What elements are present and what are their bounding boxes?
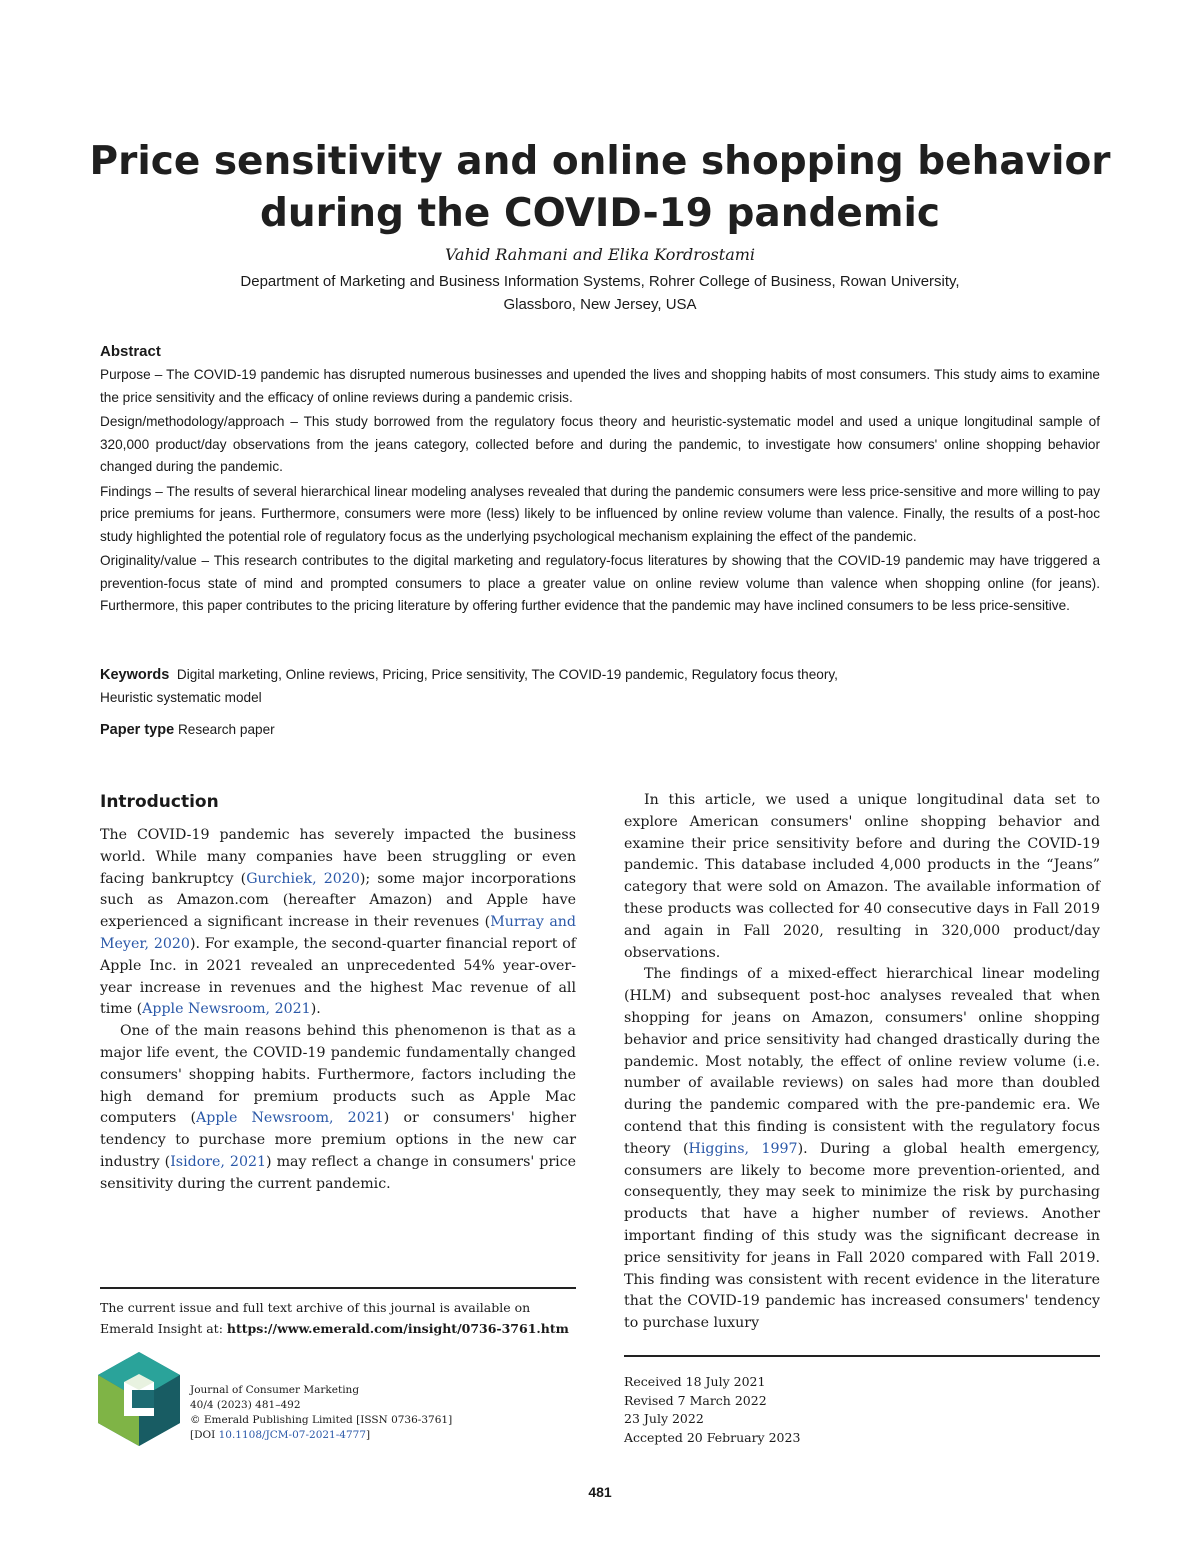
abstract-heading: Abstract <box>100 343 161 360</box>
abstract-design: Design/methodology/approach – This study borrowed from the regulatory focus theory and heuristic-systematic model and used a unique longitudinal sample of 320,000 product/day observations from the jeans category, collected before and during the pandemic, to investigate how consumers' online shopping behavior changed during the pandemic. <box>100 414 1100 474</box>
title-line-2: during the COVID-19 pandemic <box>259 191 941 236</box>
journal-volume: 40/4 (2023) 481–492 <box>190 1399 301 1411</box>
citation-link[interactable]: Higgins, 1997 <box>688 1140 798 1157</box>
paper-type-value: Research paper <box>177 722 275 737</box>
text-run: The findings of a mixed-effect hierarchical linear modeling (HLM) and subsequent post-hoc analyses revealed that when shopping for jeans on Amazon, consumers' online shopping behavior and price sensitivity had changed drastically during the pandemic. Most notably, the effect of online review volume (i.e. number of available reviews) on sales had more than doubled during the pandemic compared with the pre-pandemic era. We contend that this finding is consistent with the regulatory focus theory ( <box>624 966 1100 1157</box>
affiliation-line-2: Glassboro, New Jersey, USA <box>503 296 697 313</box>
abstract-findings: Findings – The results of several hierarchical linear modeling analyses revealed that during the pandemic consumers were less price-sensitive and more willing to pay price premiums for jeans. Furthermore, consumers were more (less) likely to be influenced by online review volume than valence. Finally, the results of a post-hoc study highlighted the potential role of regulatory focus as the underlying psychological mechanism explaining the effect of the pandemic. <box>100 483 1100 544</box>
footnote <box>100 1297 576 1339</box>
intro-paragraph-1 <box>100 825 576 1021</box>
journal-info <box>190 1383 490 1443</box>
text-run: ) may reflect a change in consumers' price sensitivity during the current pandemic. <box>100 1153 577 1192</box>
footnote-url-link[interactable]: https://www.emerald.com/insight/0736-3761.htm <box>226 1321 569 1336</box>
citation-link[interactable]: Apple Newsroom, 2021 <box>142 1001 311 1018</box>
intro-paragraph-4 <box>624 964 1100 1335</box>
doi-suffix: ] <box>366 1429 371 1441</box>
abstract-originality: Originality/value – This research contributes to the digital marketing and regulatory-focus literatures by showing that the COVID-19 pandemic may have triggered a prevention-focus state of mind and prompted consumers to place a greater value on online review volume than valence when shopping online (for jeans). Furthermore, this paper contributes to the pricing literature by offering further evidence that the pandemic may have inclined consumers to be less price-sensitive. <box>100 553 1100 613</box>
revised-date-1: Revised 7 March 2022 <box>624 1392 767 1408</box>
keywords-line-2: Heuristic systematic model <box>100 689 262 705</box>
abstract-purpose: Purpose – The COVID-19 pandemic has disrupted numerous businesses and upended the lives and shopping habits of most consumers. This study aims to examine the price sensitivity and the efficacy of online reviews during a pandemic crisis. <box>100 367 1100 405</box>
received-date: Received 18 July 2021 <box>624 1374 766 1389</box>
revised-date-2: 23 July 2022 <box>624 1411 704 1426</box>
citation-link[interactable]: Isidore, 2021 <box>170 1153 267 1170</box>
intro-paragraph-3: In this article, we used a unique longitudinal data set to explore American consumers' online shopping behavior and examine their price sensitivity before and during the COVID-19 pandemic. This database included 4,000 products in the “Jeans” category that were sold on Amazon. The available information of these products was collected for 40 consecutive days in Fall 2019 and again in Fall 2020, resulting in 320,000 product/day observations. <box>624 792 1100 961</box>
footnote-divider <box>100 1287 576 1289</box>
text-run: ) or consumers' higher tendency to purchase more premium options in the new car industry ( <box>100 1110 576 1170</box>
accepted-date: Accepted 20 February 2023 <box>624 1429 801 1445</box>
history-dates <box>624 1373 924 1447</box>
citation-link[interactable]: Apple Newsroom, 2021 <box>196 1110 384 1127</box>
left-column <box>100 825 576 1196</box>
keywords-line-1: Digital marketing, Online reviews, Pricing, Price sensitivity, The COVID-19 pandemic, Regulatory focus theory, <box>176 667 838 682</box>
text-run: The COVID-19 pandemic has severely impacted the business world. While many companies have been struggling or even facing bankruptcy ( <box>100 827 576 887</box>
page-number: 481 <box>588 1484 612 1500</box>
paper-type-label: Paper type <box>100 722 175 738</box>
intro-paragraph-2 <box>100 1021 576 1195</box>
title-line-1: Price sensitivity and online shopping behavior <box>89 139 1111 184</box>
paper-type <box>100 719 1100 741</box>
text-run: ); some major incorporations such as Amazon.com (hereafter Amazon) and Apple have experienced a significant increase in their revenues ( <box>100 870 576 931</box>
journal-name: Journal of Consumer Marketing <box>190 1384 360 1396</box>
doi-prefix: [DOI <box>190 1429 219 1441</box>
introduction-heading: Introduction <box>100 792 219 812</box>
journal-copyright: © Emerald Publishing Limited [ISSN 0736-3761] <box>190 1414 453 1426</box>
text-run: ). <box>310 1001 321 1018</box>
citation-link[interactable]: Murray and Meyer, 2020 <box>100 914 577 952</box>
text-run: ). During a global health emergency, consumers are likely to become more prevention-oriented, and consequently, they may seek to minimize the risk by purchasing products that have a higher number of reviews. Another important finding of this study was the significant decrease in price sensitivity for jeans in Fall 2020 compared with Fall 2019. This finding was consistent with recent evidence in the literature that the COVID-19 pandemic has increased consumers' tendency to purchase luxury <box>624 1140 1100 1332</box>
dates-divider <box>624 1355 1100 1357</box>
citation-link[interactable]: Gurchiek, 2020 <box>246 870 360 887</box>
affiliation-line-1: Department of Marketing and Business Information Systems, Rohrer College of Business, Rowan University, <box>240 273 960 290</box>
emerald-logo-icon <box>98 1352 180 1446</box>
authors: Vahid Rahmani and Elika Kordrostami <box>444 245 756 264</box>
right-column <box>624 790 1100 1335</box>
text-run: ). For example, the second-quarter financial report of Apple Inc. in 2021 revealed an unprecedented 54% year-over-year increase in revenues and the highest Mac revenue of all time ( <box>100 935 577 1018</box>
keywords-label: Keywords <box>100 667 170 683</box>
footnote-text: The current issue and full text archive of this journal is available on Emerald Insight at: <box>100 1300 531 1336</box>
text-run: One of the main reasons behind this phenomenon is that as a major life event, the COVID-19 pandemic fundamentally changed consumers' shopping habits. Furthermore, factors including the high demand for premium products such as Apple Mac computers ( <box>100 1023 576 1127</box>
keywords-section <box>100 664 1100 709</box>
doi-link[interactable]: 10.1108/JCM-07-2021-4777 <box>218 1429 367 1441</box>
article-title <box>60 136 1140 240</box>
affiliation <box>120 270 1080 316</box>
abstract-section <box>100 340 1100 620</box>
journal-doi <box>190 1428 490 1443</box>
